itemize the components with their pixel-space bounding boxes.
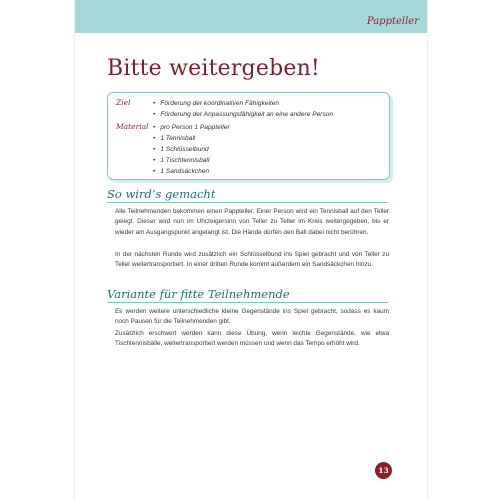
paragraph: Alle Teilnehmenden bekommen einen Pappteller. Einer Person wird ein Tennisball auf den Teller gelegt. Dieser wird nun im Uhrzeigersinn von Teller zu Teller im Kreis weitergegeben, bis er wieder am Ausgangspunkt angelangt ist. Die Hände dürfen den Ball dabei nicht berühren. <box>115 208 389 236</box>
list-item: • Förderung der koordinativen Fähigkeiten <box>153 98 333 109</box>
page-edge-left <box>74 0 75 500</box>
page-edge-right <box>427 0 428 500</box>
list-item: • Förderung der Anpassungsfähigkeit an eine andere Person <box>153 109 333 120</box>
material-label: Material <box>116 122 149 131</box>
page-title: Bitte weitergeben! <box>107 56 320 81</box>
list-item: • 1 Tischtennisball <box>153 155 230 166</box>
material-list <box>153 122 230 177</box>
paragraph: In der nächsten Runde wird zusätzlich ein Schlüsselbund ins Spiel gebracht und von Teller zu Teller weitertransportiert. In einer dritten Runde kommt außerdem ein Sandsäckchen hinzu. <box>115 251 389 269</box>
section-heading-variante: Variante für fitte Teilnehmende <box>107 287 290 301</box>
section-divider <box>107 302 388 303</box>
section-divider <box>107 202 388 203</box>
list-item: • 1 Schlüsselbund <box>153 144 230 155</box>
paragraph: Es werden weitere unterschiedliche kleine Gegenstände ins Spiel gebracht, sodass es kaum noch Pausen für die Teilnehmenden gibt. <box>115 308 389 326</box>
header-label: Pappteller <box>366 16 419 27</box>
ziel-list <box>153 98 333 120</box>
section-heading-so-wirds-gemacht: So wird’s gemacht <box>107 187 216 201</box>
list-item: • 1 Sandsäckchen <box>153 166 230 177</box>
ziel-label: Ziel <box>116 98 131 107</box>
list-item: • 1 Tennisball <box>153 133 230 144</box>
paragraph: Zusätzlich erschwert werden kann diese Übung, wenn leichte Gegenstände, wie etwa Tischtennisbälle, weitertransportiert werden müssen und wenn das Tempo erhöht wird. <box>115 330 389 348</box>
list-item: • pro Person 1 Pappteller <box>153 122 230 133</box>
info-box <box>107 92 390 180</box>
header-band <box>75 0 427 33</box>
page-number-badge: 13 <box>375 462 392 479</box>
